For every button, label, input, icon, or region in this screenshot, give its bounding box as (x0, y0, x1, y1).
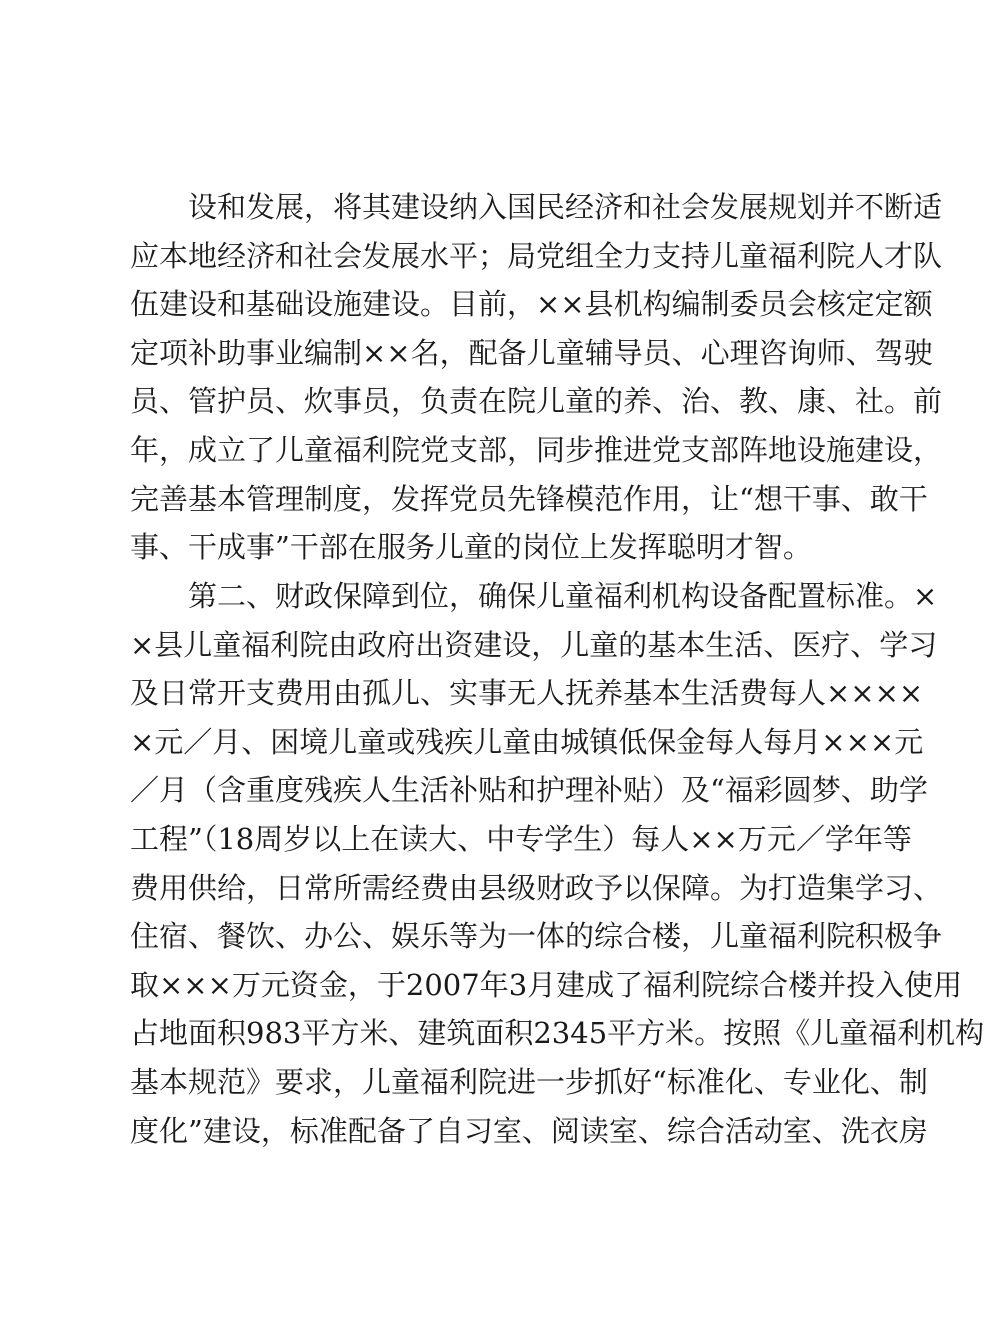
paragraph-2-line-12: 度化”建设，标准配备了自习室、阅读室、综合活动室、洗衣房 (130, 1114, 928, 1148)
paragraph-2-line-5: ／月（含重度残疾人生活补贴和护理补贴）及“福彩圆梦、助学 (130, 773, 928, 807)
paragraph-1-line-1: 设和发展，将其建设纳入国民经济和社会发展规划并不断适 (188, 190, 943, 224)
paragraph-2-line-2: ×县儿童福利院由政府出资建设，儿童的基本生活、医疗、学习 (130, 628, 938, 662)
paragraph-1-line-2: 应本地经济和社会发展水平；局党组全力支持儿童福利院人才队 (130, 239, 943, 273)
paragraph-1-line-5: 员、管护员、炊事员，负责在院儿童的养、治、教、康、社。前 (130, 384, 943, 418)
paragraph-2-line-11: 基本规范》要求，儿童福利院进一步抓好“标准化、专业化、制 (130, 1065, 928, 1099)
paragraph-2-line-10: 占地面积983平方米、建筑面积2345平方米。按照《儿童福利机构 (130, 1016, 984, 1050)
paragraph-2-line-9: 取×××万元资金，于2007年3月建成了福利院综合楼并投入使用 (130, 968, 963, 1002)
paragraph-2-line-3: 及日常开支费用由孤儿、实事无人抚养基本生活费每人×××× (130, 676, 924, 710)
paragraph-2-line-8: 住宿、餐饮、办公、娱乐等为一体的综合楼，儿童福利院积极争 (130, 919, 943, 953)
paragraph-1-line-6: 年，成立了儿童福利院党支部，同步推进党支部阵地设施建设， (130, 433, 943, 467)
paragraph-2-line-7: 费用供给，日常所需经费由县级财政予以保障。为打造集学习、 (130, 871, 943, 905)
paragraph-2-line-1: 第二、财政保障到位，确保儿童福利机构设备配置标准。× (188, 579, 938, 613)
paragraph-2-line-4: ×元／月、困境儿童或残疾儿童由城镇低保金每人每月×××元 (130, 725, 924, 759)
paragraph-2-line-6: 工程”（18周岁以上在读大、中专学生）每人××万元／学年等 (130, 822, 912, 856)
paragraph-1-line-4: 定项补助事业编制××名，配备儿童辅导员、心理咨询师、驾驶 (130, 336, 933, 370)
paragraph-1-line-3: 伍建设和基础设施建设。目前，××县机构编制委员会核定定额 (130, 287, 933, 321)
paragraph-1-line-8: 事、干成事”干部在服务儿童的岗位上发挥聪明才智。 (130, 530, 812, 564)
paragraph-1-line-7: 完善基本管理制度，发挥党员先锋模范作用，让“想干事、敢干 (130, 482, 928, 516)
